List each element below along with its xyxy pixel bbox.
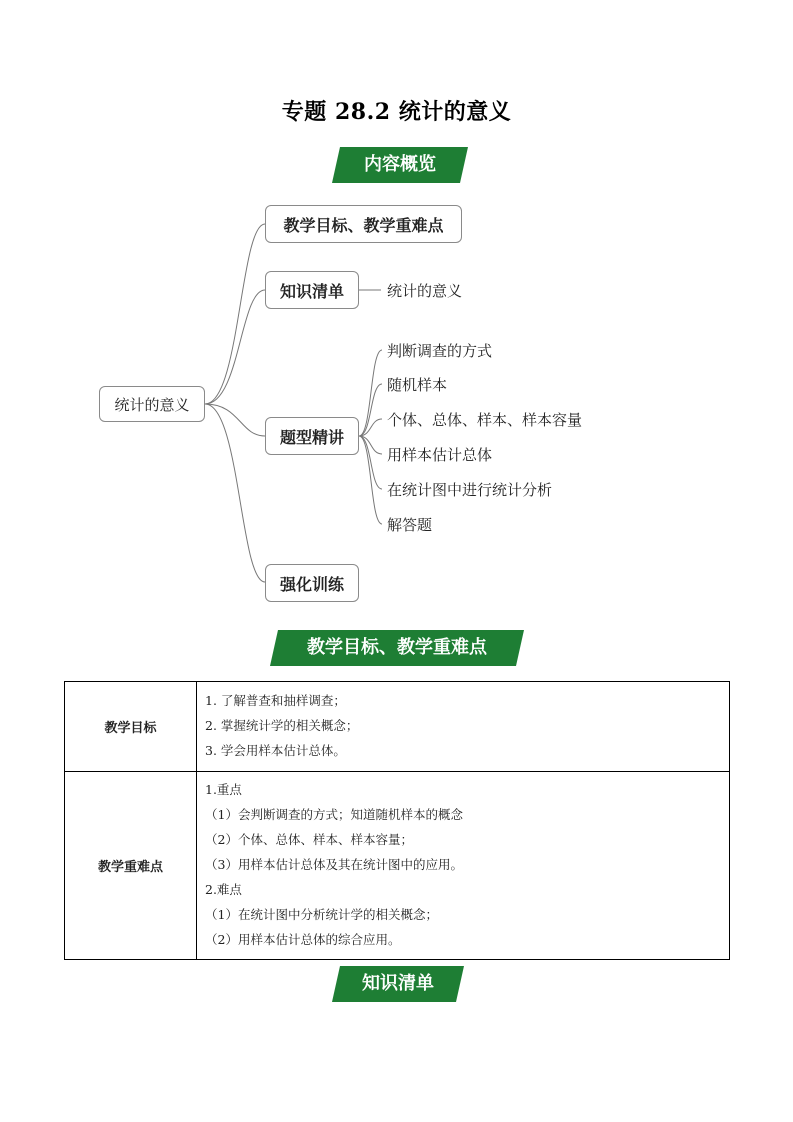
table-line: （1）在统计图中分析统计学的相关概念； — [205, 907, 438, 922]
page-title: 专题 28.2 统计的意义 — [281, 99, 512, 125]
table-row — [65, 682, 730, 772]
table-line: （2）个体、总体、样本、样本容量； — [205, 832, 413, 847]
table-row — [65, 772, 730, 960]
table-line: 2.难点 — [205, 882, 242, 897]
mindmap-branch-goals: 教学目标、教学重难点 — [265, 205, 462, 243]
banner-label: 教学目标、教学重难点 — [307, 637, 487, 658]
mindmap-leaf: 用样本估计总体 — [387, 446, 493, 464]
table-line: （1）会判断调查的方式；知道随机样本的概念 — [205, 807, 463, 822]
mindmap-leaf: 在统计图中进行统计分析 — [387, 481, 553, 499]
table-row-label: 教学重难点 — [65, 772, 197, 960]
section-banner-goals — [270, 630, 524, 666]
teaching-goals-table — [64, 681, 730, 960]
mindmap-branch-knowledge: 知识清单 — [265, 271, 359, 309]
table-line: （2）用样本估计总体的综合应用。 — [205, 932, 401, 947]
banner-label: 内容概览 — [364, 154, 436, 175]
table-row-content — [197, 772, 730, 960]
mindmap-leaf: 随机样本 — [387, 376, 448, 394]
banner-label: 知识清单 — [362, 973, 434, 994]
table-line: （3）用样本估计总体及其在统计图中的应用。 — [205, 857, 463, 872]
mindmap-root: 统计的意义 — [99, 386, 205, 422]
mindmap-leaf: 统计的意义 — [387, 282, 463, 300]
mindmap-leaf: 个体、总体、样本、样本容量 — [387, 411, 583, 429]
table-line: 1.重点 — [205, 782, 242, 797]
mindmap-branch-practice: 强化训练 — [265, 564, 359, 602]
table-row-label: 教学目标 — [65, 682, 197, 772]
table-line: 2. 掌握统计学的相关概念； — [205, 718, 359, 733]
table-line: 1. 了解普查和抽样调查； — [205, 693, 346, 708]
mindmap-leaf: 判断调查的方式 — [387, 342, 493, 360]
table-row-content — [197, 682, 730, 772]
section-banner-knowledge — [332, 966, 464, 1002]
mindmap-branch-question-types: 题型精讲 — [265, 417, 359, 455]
table-line: 3. 学会用样本估计总体。 — [205, 743, 346, 758]
mindmap-leaf: 解答题 — [387, 516, 433, 534]
